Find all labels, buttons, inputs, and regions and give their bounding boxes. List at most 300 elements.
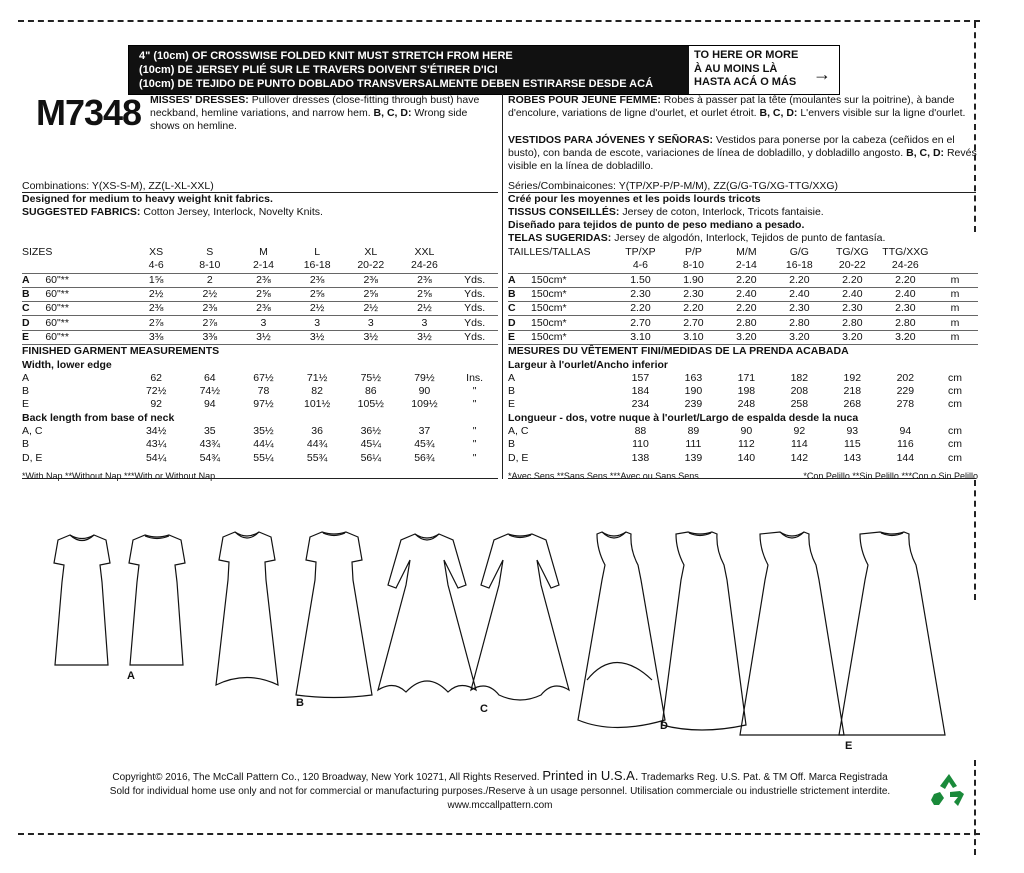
technical-drawings: [40, 520, 970, 760]
fr-yardage-value: 2.20: [879, 273, 932, 287]
fr-footnote-left: *Avec Sens **Sans Sens ***Avec ou Sans Sens: [508, 470, 699, 481]
fr-yardage-value: 2.70: [667, 316, 720, 330]
fr-back-value: 138: [631, 451, 650, 464]
french-suggested-label: TISSUS CONSEILLÉS:: [508, 206, 620, 218]
en-yardage-value: 2⅝: [398, 287, 452, 301]
en-finished-title: FINISHED GARMENT MEASUREMENTS: [22, 345, 220, 358]
en-back-value: 45¾: [414, 438, 435, 451]
fr-width-unit: cm: [947, 371, 962, 384]
fr-width-title: [508, 358, 978, 371]
fr-cell: [508, 259, 614, 273]
fr-yardage-view: A: [508, 273, 531, 287]
stretch-line-fr: (10cm) DE JERSEY PLIÉ SUR LE TRAVERS DOIVENT S'ÉTIRER D'ICI: [139, 64, 498, 76]
fr-yardage-row: [508, 302, 978, 316]
view-label-c: C: [480, 703, 488, 715]
fr-width-value: 258: [790, 398, 809, 411]
english-combinations: Combinations: Y(XS-S-M), ZZ(L-XL-XXL): [22, 180, 214, 192]
en-yardage-value: 2½: [290, 302, 344, 316]
french-desc-text: Robes à passer pat la tête (moulantes sur la poitrine), à bande d'encolure, variations de ligne d'ourlet, et ourlet étroit.: [508, 94, 955, 119]
view-d-back-drawing: [662, 532, 746, 730]
fr-size-4: TG/XG: [835, 246, 869, 259]
fr-width-row: [508, 398, 978, 411]
fr-yardage-unit: m: [932, 273, 978, 287]
en-yardage-unit: Yds.: [451, 330, 498, 344]
footer-url: www.mccallpattern.com: [447, 800, 553, 811]
en-size-3: L: [314, 246, 321, 259]
fr-width-value: 182: [790, 371, 809, 384]
stretch-gauge: [128, 45, 840, 95]
top-cut-line: [18, 20, 980, 22]
fr-width-value: 157: [631, 371, 650, 384]
fr-back-view: B: [508, 438, 516, 451]
spanish-designed-for: Diseñado para tejidos de punto de peso mediano a pesado.: [508, 219, 805, 231]
fr-range-0: 4-6: [614, 259, 667, 273]
fr-yardage-view: D: [508, 316, 531, 330]
printed-in-text: Printed in U.S.A.: [542, 768, 639, 783]
en-yardage-value: 2⅝: [344, 287, 398, 301]
en-back-row: [22, 451, 498, 464]
fr-yardage-row: [508, 287, 978, 301]
en-footnote: *With Nap **Without Nap ***With or Without Nap: [22, 470, 216, 481]
here-line-fr: À AU MOINS LÀ: [694, 62, 778, 75]
english-description: [150, 94, 498, 133]
es-footnote-right: *Con Pelillo **Sin Pelillo ***Con o Sin Pelillo: [803, 470, 978, 481]
rule-en-bottom: [22, 478, 498, 479]
spanish-suggested-text: Jersey de algodón, Interlock, Tejidos de punto de fantasía.: [614, 232, 886, 244]
en-width-unit: ": [472, 385, 477, 398]
fr-yardage-value: 2.30: [826, 302, 879, 316]
en-back-value: 54¾: [199, 451, 221, 464]
en-yardage-value: 2⅞: [183, 316, 237, 330]
fr-yardage-unit: m: [932, 316, 978, 330]
en-back-value: 43¾: [199, 438, 221, 451]
fr-finished-title: [508, 345, 978, 359]
en-width-value: 71½: [306, 371, 328, 384]
bottom-cut-line: [18, 833, 980, 835]
en-back-value: 56¾: [414, 451, 435, 464]
en-range-1: 8-10: [183, 259, 237, 273]
en-yardage-width: 60"**: [45, 302, 129, 316]
fr-yardage-row: [508, 330, 978, 344]
en-yardage-value: 2⅜: [398, 273, 452, 287]
en-width-value: 79½: [414, 371, 435, 384]
en-width-row: [22, 385, 498, 398]
en-cell: [451, 246, 498, 259]
en-width-value: 72½: [145, 385, 167, 398]
fr-yardage-value: 3.10: [667, 330, 720, 344]
en-range-4: 20-22: [344, 259, 398, 273]
en-yardage-value: 3½: [398, 330, 452, 344]
en-size-4: XL: [364, 246, 378, 259]
view-label-d: D: [660, 720, 668, 732]
view-a-front-drawing: [54, 535, 110, 665]
en-back-value: 55¼: [253, 451, 274, 464]
en-yardage-value: 2½: [129, 287, 183, 301]
en-yardage-row: [22, 273, 498, 287]
en-yardage-value: 3½: [237, 330, 291, 344]
en-yardage-unit: Yds.: [451, 302, 498, 316]
en-size-2: M: [259, 246, 268, 259]
fr-back-title: [508, 412, 978, 425]
fr-back-value: 139: [684, 451, 703, 464]
en-size-0: XS: [149, 246, 164, 259]
french-fabric-info: [508, 180, 978, 245]
fr-table: [508, 246, 978, 465]
view-b-front-drawing: [216, 532, 278, 685]
en-yardage-value: 2½: [344, 302, 398, 316]
french-title: ROBES POUR JEUNE FEMME:: [508, 94, 661, 106]
en-back-unit: ": [472, 438, 477, 451]
fr-width-value: 202: [896, 371, 915, 384]
fr-range-1: 8-10: [667, 259, 720, 273]
en-size-1: S: [206, 246, 214, 259]
en-range-5: 24-26: [398, 259, 452, 273]
fr-width-row: [508, 385, 978, 398]
fr-width-unit: cm: [947, 385, 962, 398]
fr-back-row: [508, 451, 978, 464]
en-yardage-view: E: [22, 330, 45, 344]
fr-back-value: 112: [738, 438, 755, 451]
fr-size-2: M/M: [736, 246, 757, 259]
fr-yardage-value: 1.90: [667, 273, 720, 287]
en-back-value: 34½: [145, 425, 167, 437]
french-combinations: Séries/Combinaicones: Y(TP/XP-P/P-M/M), ZZ(G/G-TG/XG-TTG/XXG): [508, 180, 839, 192]
view-e-front-drawing: [740, 532, 844, 735]
fr-width-value: 218: [843, 385, 862, 398]
fr-yardage-value: 2.40: [720, 287, 773, 301]
trademarks-text: Trademarks Reg. U.S. Pat. & TM Off. Marca Registrada: [641, 772, 888, 783]
fr-cell: [932, 259, 978, 273]
fr-yardage-width: 150cm*: [531, 287, 614, 301]
fr-yardage-unit: m: [932, 287, 978, 301]
fr-yardage-value: 2.40: [826, 287, 879, 301]
en-yardage-unit: Yds.: [451, 316, 498, 330]
en-range-0: 4-6: [129, 259, 183, 273]
view-e-back-drawing: [839, 532, 945, 735]
fr-back-value: 114: [790, 438, 808, 451]
fr-width-view: B: [508, 385, 516, 398]
right-cut-line-2: [974, 480, 976, 600]
fr-back-title: Longueur - dos, votre nuque à l'ourlet/Largo de espalda desde la nuca: [508, 411, 859, 424]
fr-width-value: 192: [843, 371, 862, 384]
fr-yardage-value: 2.20: [720, 273, 773, 287]
fr-width-value: 190: [684, 385, 703, 398]
en-back-value: 36½: [360, 425, 381, 437]
en-width-title: Width, lower edge: [22, 358, 112, 371]
en-width-value: 86: [364, 385, 377, 398]
fr-yardage-value: 2.80: [826, 316, 879, 330]
fr-back-value: 140: [737, 451, 756, 464]
en-yardage-row: [22, 302, 498, 316]
here-line-en: TO HERE OR MORE: [694, 49, 799, 61]
fr-yardage-value: 3.20: [879, 330, 932, 344]
fr-header-ranges: [508, 259, 978, 273]
fr-yardage-value: 2.20: [773, 273, 826, 287]
en-back-title: [22, 412, 498, 425]
en-yardage-value: 2⅜: [129, 302, 183, 316]
fr-back-value: 89: [687, 425, 700, 437]
fr-back-value: 92: [793, 425, 806, 437]
en-yardage-value: 2⅞: [129, 316, 183, 330]
en-yardage-value: 2⅜: [290, 273, 344, 287]
english-views-label: B, C, D:: [373, 107, 412, 119]
footer-line-1: [0, 768, 1000, 785]
fr-yardage-value: 2.80: [879, 316, 932, 330]
en-yardage-width: 60"**: [45, 330, 129, 344]
stretch-gauge-text: [129, 46, 689, 94]
fr-back-view: D, E: [508, 451, 529, 464]
en-yardage-value: 2⅜: [237, 302, 291, 316]
en-back-unit: ": [472, 451, 477, 464]
en-width-value: 109½: [411, 398, 438, 411]
en-table: [22, 246, 498, 465]
en-width-value: 74½: [199, 385, 221, 398]
en-yardage-row: [22, 287, 498, 301]
en-yardage-value: 3⅜: [129, 330, 183, 344]
fr-width-value: 234: [631, 398, 650, 411]
en-header-sizes: [22, 246, 498, 259]
spanish-views-label: B, C, D:: [906, 147, 945, 159]
fr-width-value: 239: [684, 398, 703, 411]
en-yardage-row: [22, 316, 498, 330]
french-wrong-side: L'envers visible sur la ligne d'ourlet.: [800, 107, 966, 119]
view-c-front-drawing: [378, 534, 476, 692]
fr-size-3: G/G: [789, 246, 809, 259]
fr-yardage-value: 2.30: [879, 302, 932, 316]
fr-width-value: 184: [631, 385, 650, 398]
en-back-value: 36: [311, 425, 323, 437]
french-suggested-text: Jersey de coton, Interlock, Tricots fantaisie.: [622, 206, 824, 218]
en-yardage-unit: Yds.: [451, 287, 498, 301]
english-fabric-info: [22, 180, 498, 219]
fr-yardage-row: [508, 273, 978, 287]
fr-back-view: A, C: [508, 425, 529, 437]
en-yardage-value: 3: [344, 316, 398, 330]
en-width-row: [22, 398, 498, 411]
en-header-ranges: [22, 259, 498, 273]
fr-yardage-value: 2.40: [879, 287, 932, 301]
en-yardage-value: 2½: [398, 302, 452, 316]
en-range-3: 16-18: [290, 259, 344, 273]
en-yardage-value: 2½: [183, 287, 237, 301]
spanish-title: VESTIDOS PARA JÓVENES Y SEÑORAS:: [508, 134, 713, 146]
fr-range-5: 24-26: [879, 259, 932, 273]
fr-back-value: 90: [740, 425, 753, 437]
here-line-es: HASTA ACÁ O MÁS: [694, 76, 797, 88]
fr-footnotes: [508, 471, 978, 481]
spanish-desc-text: Vestidos para ponerse por la cabeza (ceñidos en el busto), con banda de escote, variaciones de línea de dobladillo, y dobladillo angosto.: [508, 134, 955, 159]
english-size-table: [22, 246, 498, 481]
view-b-back-drawing: [296, 532, 372, 698]
en-back-unit: ": [472, 425, 477, 437]
en-finished-title: [22, 345, 498, 359]
en-back-value: 44¾: [306, 438, 328, 451]
en-yardage-value: 2⅜: [183, 302, 237, 316]
fr-yardage-value: 2.30: [614, 287, 667, 301]
fr-yardage-value: 3.10: [614, 330, 667, 344]
en-back-view: B: [22, 438, 30, 451]
fr-yardage-width: 150cm*: [531, 273, 614, 287]
fr-header-sizes: [508, 246, 978, 259]
en-width-unit: ": [472, 398, 477, 411]
english-suggested-text: Cotton Jersey, Interlock, Novelty Knits.: [143, 206, 323, 218]
fr-range-2: 2-14: [720, 259, 773, 273]
en-yardage-view: D: [22, 316, 45, 330]
en-yardage-value: 3: [237, 316, 291, 330]
rule-fr-bottom: [508, 478, 976, 479]
en-back-value: 35: [203, 425, 216, 437]
fr-width-row: [508, 372, 978, 385]
fr-back-value: 116: [896, 438, 914, 451]
fr-yardage-unit: m: [932, 330, 978, 344]
en-width-value: 64: [203, 371, 216, 384]
fr-yardage-value: 2.70: [614, 316, 667, 330]
en-yardage-row: [22, 330, 498, 344]
copyright-text: Copyright© 2016, The McCall Pattern Co., 120 Broadway, New York 10271, All Rights Reserved.: [112, 772, 540, 783]
en-back-value: 44¼: [253, 438, 274, 451]
en-width-view: A: [22, 371, 30, 384]
fr-width-value: 163: [684, 371, 703, 384]
fr-back-value: 142: [790, 451, 809, 464]
en-back-value: 56¼: [360, 451, 381, 464]
french-views-label: B, C, D:: [759, 107, 798, 119]
fr-yardage-value: 3.20: [773, 330, 826, 344]
en-yardage-value: 2⅝: [290, 287, 344, 301]
en-width-row: [22, 372, 498, 385]
en-size-5: XXL: [414, 246, 435, 259]
english-wrong-side: Wrong side shows on hemline.: [150, 107, 468, 132]
fr-yardage-value: 2.30: [773, 302, 826, 316]
fr-yardage-value: 3.20: [720, 330, 773, 344]
fr-back-value: 110: [632, 438, 649, 451]
fr-yardage-view: E: [508, 330, 531, 344]
footer-line-2: Sold for individual home use only and not for commercial or manufacturing purposes./Reserve à un usage personnel. Utilisation commerciale ou industrielle strictement interdite.: [109, 786, 891, 797]
en-yardage-value: 2⅜: [344, 273, 398, 287]
fr-size-0: TP/XP: [625, 246, 656, 259]
en-yardage-view: B: [22, 287, 45, 301]
french-size-table: [508, 246, 978, 481]
fr-yardage-value: 2.20: [720, 302, 773, 316]
fr-back-value: 93: [846, 425, 859, 437]
fr-yardage-view: C: [508, 302, 531, 316]
en-yardage-value: 3⅜: [183, 330, 237, 344]
en-back-value: 37: [418, 425, 431, 437]
fr-sizes-label: TAILLES/TALLAS: [508, 246, 591, 259]
en-width-value: 67½: [253, 371, 274, 384]
en-yardage-value: 2: [183, 273, 237, 287]
fr-back-value: 111: [685, 438, 702, 451]
en-back-view: A, C: [22, 425, 43, 437]
column-divider: [502, 94, 503, 479]
en-yardage-value: 3: [398, 316, 452, 330]
en-width-unit: Ins.: [466, 371, 484, 384]
en-yardage-view: C: [22, 302, 45, 316]
fr-back-value: 144: [896, 451, 915, 464]
en-width-value: 92: [150, 398, 162, 411]
en-yardage-value: 2⅝: [237, 287, 291, 301]
en-width-title: [22, 358, 498, 371]
fr-width-value: 229: [896, 385, 915, 398]
fr-yardage-width: 150cm*: [531, 316, 614, 330]
fr-yardage-value: 2.40: [773, 287, 826, 301]
fr-back-unit: cm: [947, 425, 962, 437]
spanish-suggested-label: TELAS SUGERIDAS:: [508, 232, 612, 244]
fr-back-row: [508, 438, 978, 451]
en-cell: [451, 259, 498, 273]
stretch-line-es: (10cm) DE TEJIDO DE PUNTO DOBLADO TRANSVERSALMENTE DEBEN ESTIRARSE DESDE ACÁ: [139, 78, 654, 90]
en-width-view: E: [22, 398, 30, 411]
fr-width-title: Largeur à l'ourlet/Ancho inferior: [508, 358, 669, 371]
en-back-row: [22, 438, 498, 451]
fr-yardage-value: 1.50: [614, 273, 667, 287]
fr-size-5: TTG/XXG: [882, 246, 929, 259]
arrow-right-icon: →: [813, 64, 831, 84]
en-yardage-value: 3: [290, 316, 344, 330]
french-description: [508, 94, 983, 120]
fr-width-value: 248: [737, 398, 756, 411]
fr-back-unit: cm: [947, 438, 962, 451]
en-back-value: 45¼: [360, 438, 381, 451]
view-c-back-drawing: [471, 534, 569, 700]
fr-back-unit: cm: [947, 451, 962, 464]
fr-width-value: 198: [737, 385, 756, 398]
view-label-a: A: [127, 670, 135, 682]
en-width-value: 82: [311, 385, 323, 398]
view-d-front-drawing: [578, 532, 665, 728]
recycle-icon: [930, 772, 968, 808]
en-back-value: 43¼: [145, 438, 167, 451]
fr-back-row: [508, 425, 978, 438]
fr-size-1: P/P: [684, 246, 702, 259]
en-back-value: 54¼: [145, 451, 167, 464]
view-label-e: E: [845, 740, 853, 752]
en-width-value: 75½: [360, 371, 381, 384]
en-yardage-view: A: [22, 273, 45, 287]
en-width-view: B: [22, 385, 30, 398]
fr-back-value: 143: [843, 451, 862, 464]
en-width-value: 94: [203, 398, 216, 411]
en-yardage-value: 3½: [344, 330, 398, 344]
english-title: MISSES' DRESSES:: [150, 94, 249, 106]
en-width-value: 62: [150, 371, 162, 384]
fr-yardage-value: 2.30: [667, 287, 720, 301]
fr-width-unit: cm: [947, 398, 962, 411]
en-yardage-value: 3½: [290, 330, 344, 344]
pattern-number: M7348: [36, 92, 142, 133]
fr-width-view: A: [508, 371, 516, 384]
stretch-line-en: 4" (10cm) OF CROSSWISE FOLDED KNIT MUST STRETCH FROM HERE: [139, 50, 513, 62]
en-sizes-label: SIZES: [22, 246, 53, 259]
en-yardage-width: 60"**: [45, 273, 129, 287]
view-label-b: B: [296, 697, 304, 709]
en-range-2: 2-14: [237, 259, 291, 273]
en-cell: [22, 259, 129, 273]
fr-yardage-value: 2.80: [720, 316, 773, 330]
fr-yardage-width: 150cm*: [531, 330, 614, 344]
en-yardage-value: 1⅝: [129, 273, 183, 287]
fr-yardage-row: [508, 316, 978, 330]
spanish-description: [508, 134, 983, 173]
fr-yardage-value: 2.80: [773, 316, 826, 330]
fr-yardage-unit: m: [932, 302, 978, 316]
fr-yardage-value: 2.20: [826, 273, 879, 287]
en-back-view: D, E: [22, 451, 43, 464]
fr-range-4: 20-22: [826, 259, 879, 273]
fr-width-value: 268: [843, 398, 862, 411]
english-desc-text: Pullover dresses (close-fitting through bust) have neckband, hemline variations, and narrow hem.: [150, 94, 480, 119]
en-yardage-width: 60"**: [45, 316, 129, 330]
fr-yardage-width: 150cm*: [531, 302, 614, 316]
